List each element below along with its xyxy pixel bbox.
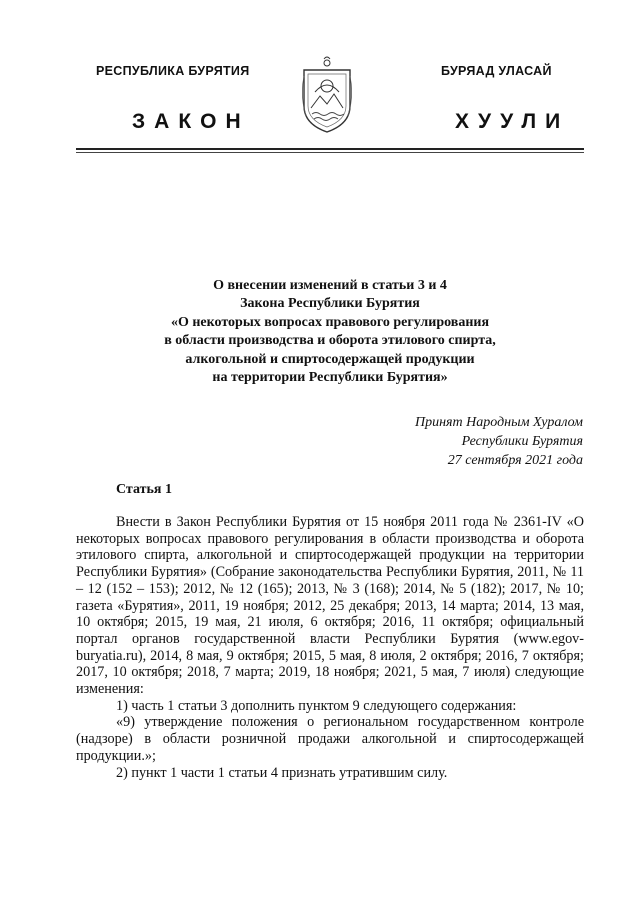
title-line: в области производства и оборота этилового спирта, xyxy=(164,333,496,349)
article-body xyxy=(76,514,584,781)
republic-name-bua: БУРЯАД УЛАСАЙ xyxy=(441,64,552,78)
adoption-note xyxy=(283,413,583,470)
title-line: О внесении изменений в статьи 3 и 4 xyxy=(213,278,447,293)
law-title-ru: ЗАКОН xyxy=(132,110,250,133)
adoption-line: Принят Народным Хуралом xyxy=(414,415,583,430)
body-paragraph: Внести в Закон Республики Бурятия от 15 ноября 2011 года № 2361-IV «О некоторых вопросах правового регулирования в области производства и оборота этилового спирта, алкогольной и спиртосодержащей продукции на территории Республики Бурятия» (Собрание законодательства Республики Бурятия, 2011, № 11 – 12 (152 – 153); 2012, № 12 (165); 2013, № 3 (168); 2014, № 5 (182); 2017, № 10; газета «Бурятия», 2011, 19 ноября; 2012, 25 декабря; 2013, 14 марта; 2014, 13 мая, 10 октября; 2015, 19 мая, 21 июля, 6 октября; 2016, 11 октября; официальный портал органов государственной власти Республики Бурятия (www.egov-buryatia.ru), 2014, 8 мая, 9 октября; 2015, 5 мая, 8 июля, 2 октября; 2016, 7 октября; 2017, 10 октября; 2018, 7 марта; 2019, 18 ноября; 2021, 5 мая, 7 июля) следующие изменения: xyxy=(76,514,584,698)
article-heading: Статья 1 xyxy=(116,482,172,497)
body-paragraph: «9) утверждение положения о региональном государственном контроле (надзоре) в области розничной продажи алкогольной и спиртосодержащей продукции.»; xyxy=(76,714,584,764)
title-line: алкогольной и спиртосодержащей продукции xyxy=(185,351,475,367)
title-line: на территории Республики Бурятия» xyxy=(212,370,448,386)
adoption-line: 27 сентября 2021 года xyxy=(447,453,583,468)
header-divider-thick xyxy=(76,148,584,150)
title-line: Закона Республики Бурятия xyxy=(240,296,420,312)
body-paragraph: 2) пункт 1 части 1 статьи 4 признать утратившим силу. xyxy=(116,764,448,781)
body-paragraph: 1) часть 1 статьи 3 дополнить пунктом 9 следующего содержания: xyxy=(116,697,517,714)
republic-name-ru: РЕСПУБЛИКА БУРЯТИЯ xyxy=(96,64,250,78)
title-line: «О некоторых вопросах правового регулирования xyxy=(170,314,490,330)
law-title-bua: ХУУЛИ xyxy=(455,110,570,133)
coat-of-arms-icon xyxy=(300,56,354,136)
law-title-block xyxy=(76,277,584,387)
header-divider-thin xyxy=(76,152,584,153)
adoption-line: Республики Бурятия xyxy=(461,434,583,449)
